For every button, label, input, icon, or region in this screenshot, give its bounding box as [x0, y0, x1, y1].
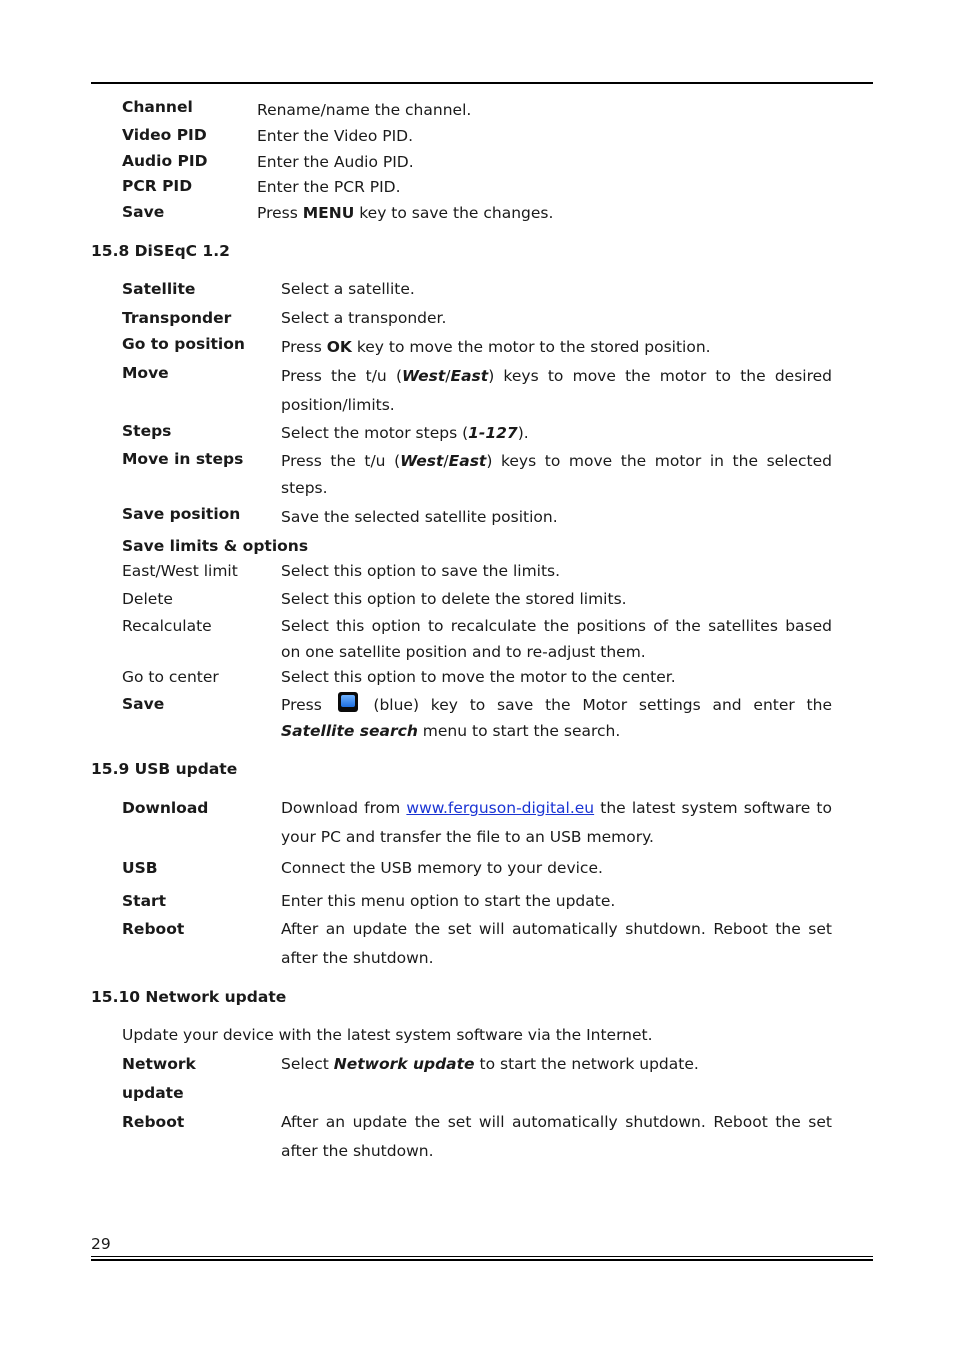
term-description: Enter the Audio PID.	[257, 153, 414, 171]
section-heading: 15.10 Network update	[91, 988, 287, 1006]
term-label: East/West limit	[122, 562, 238, 580]
term-label: Delete	[122, 590, 173, 608]
term-label: Move in steps	[122, 450, 244, 468]
term-description: Enter the Video PID.	[257, 127, 414, 145]
term-description: After an update the set will automatically shutdown. Reboot the set after the shutdown.	[281, 1113, 832, 1160]
blue-key-icon	[338, 692, 358, 712]
term-description: Select this option to save the limits.	[281, 562, 561, 580]
term-label: Move	[122, 364, 169, 382]
term-description: Press (blue) key to save the Motor settings and enter the Satellite search menu to start the search.	[281, 692, 832, 744]
footer-rule	[91, 1259, 873, 1261]
term-label: USB	[122, 859, 158, 877]
term-description: Download from www.ferguson-digital.eu the latest system software to your PC and transfer the file to an USB memory.	[281, 799, 832, 846]
term-label: Download	[122, 799, 209, 817]
term-description: Select a transponder.	[281, 309, 447, 327]
section-heading: 15.8 DiSEqC 1.2	[91, 242, 230, 260]
intro-paragraph: Update your device with the latest system software via the Internet.	[122, 1026, 653, 1044]
term-label: PCR PID	[122, 177, 193, 195]
term-label: Transponder	[122, 309, 232, 327]
term-description: Press OK key to move the motor to the stored position.	[281, 338, 711, 356]
section-heading: 15.9 USB update	[91, 760, 238, 778]
term-label: Save	[122, 203, 165, 221]
term-description: Press the t/u (West/East) keys to move the motor in the selected steps.	[281, 452, 832, 497]
term-description: Save the selected satellite position.	[281, 508, 558, 526]
term-label: Audio PID	[122, 152, 208, 170]
term-description: After an update the set will automatically shutdown. Reboot the set after the shutdown.	[281, 920, 832, 967]
term-description: Enter the PCR PID.	[257, 178, 401, 196]
term-description: Select the motor steps (1-127).	[281, 424, 529, 442]
footer-rule	[91, 1256, 873, 1257]
term-label: Go to center	[122, 668, 219, 686]
term-description: Select Network update to start the network update.	[281, 1055, 699, 1073]
term-label: Go to position	[122, 335, 245, 353]
term-label: Reboot	[122, 1113, 185, 1131]
term-label: Reboot	[122, 920, 185, 938]
header-rule	[91, 82, 873, 84]
subsection-heading: Save limits & options	[122, 537, 309, 555]
term-label: Start	[122, 892, 167, 910]
term-description: Select this option to recalculate the positions of the satellites based on one satellite position and to re-adjust them.	[281, 617, 832, 661]
website-link[interactable]: www.ferguson-digital.eu	[406, 799, 595, 817]
term-description: Select a satellite.	[281, 280, 415, 298]
term-description: Enter this menu option to start the update.	[281, 892, 616, 910]
term-description: Press MENU key to save the changes.	[257, 204, 554, 222]
term-description: Press the t/u (West/East) keys to move the motor to the desired position/limits.	[281, 367, 832, 414]
term-description: Rename/name the channel.	[257, 101, 472, 119]
term-description: Select this option to move the motor to the center.	[281, 668, 676, 686]
term-label: Steps	[122, 422, 172, 440]
term-label: Video PID	[122, 126, 207, 144]
term-label: Channel	[122, 98, 193, 116]
term-label: Recalculate	[122, 617, 212, 635]
term-label: Save	[122, 695, 165, 713]
term-label: Network update	[122, 1055, 196, 1102]
term-label: Save position	[122, 505, 241, 523]
term-description: Select this option to delete the stored limits.	[281, 590, 627, 608]
term-label: Satellite	[122, 280, 196, 298]
page-number: 29	[91, 1235, 111, 1253]
term-description: Connect the USB memory to your device.	[281, 859, 603, 877]
